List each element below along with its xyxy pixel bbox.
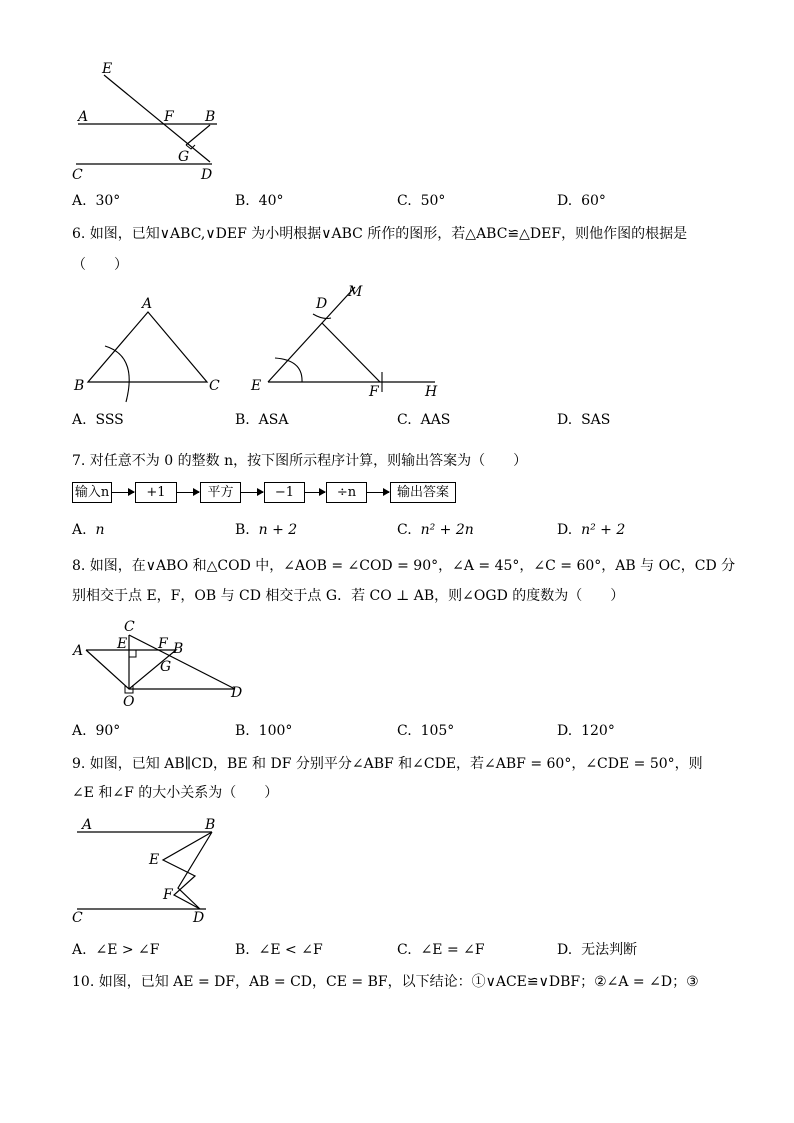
flow-arrow-2 <box>177 492 199 493</box>
q7-option-c[interactable]: C. n² + 2n <box>397 522 474 538</box>
q5-figure <box>60 55 240 185</box>
flow-arrow-5 <box>367 492 389 493</box>
q8-option-b[interactable]: B. 100° <box>235 723 293 739</box>
q6-label-E: E <box>251 378 262 394</box>
q9-stem-line1: 9. 如图，已知 AB∥CD，BE 和 DF 分别平分∠ABF 和∠CDE，若∠ABF = 60°，∠CDE = 50°，则 <box>72 756 703 772</box>
q6-figure-def <box>245 280 455 405</box>
q9-option-b[interactable]: B. ∠E < ∠F <box>235 942 323 958</box>
q8-option-d[interactable]: D. 120° <box>557 723 615 739</box>
q8-label-F: F <box>158 636 168 652</box>
q9-label-F: F <box>163 887 173 903</box>
q9-label-E: E <box>149 852 160 868</box>
q6-label-A: A <box>142 296 153 312</box>
q8-label-O: O <box>123 694 135 710</box>
q6-option-b[interactable]: B. ASA <box>235 412 289 428</box>
q9-label-A: A <box>82 817 93 833</box>
q9-option-a[interactable]: A. ∠E > ∠F <box>72 942 160 958</box>
q5-label-G: G <box>178 149 190 165</box>
q5-label-C: C <box>72 167 83 183</box>
q6-figure-abc <box>60 290 240 410</box>
q6-option-c[interactable]: C. AAS <box>397 412 451 428</box>
q8-label-E: E <box>117 636 128 652</box>
q7-option-a[interactable]: A. n <box>72 522 105 538</box>
q10-stem-line1: 10. 如图，已知 AE = DF，AB = CD，CE = BF，以下结论：①∨ACE≌∨DBF；②∠A = ∠D；③ <box>72 974 699 990</box>
flow-box-minus1: −1 <box>264 482 305 503</box>
q9-figure <box>60 810 240 930</box>
flow-arrow-4 <box>305 492 325 493</box>
flow-box-divide: ÷n <box>326 482 367 503</box>
q8-label-B: B <box>173 641 184 657</box>
q8-figure <box>65 615 265 715</box>
q8-option-c[interactable]: C. 105° <box>397 723 455 739</box>
flow-box-input: 输入n <box>72 482 112 503</box>
q8-stem-line2: 别相交于点 E，F，OB 与 CD 相交于点 G．若 CO ⊥ AB，则∠OGD 的度数为（ ） <box>72 588 625 604</box>
q6-label-F: F <box>369 384 379 400</box>
q9-label-D: D <box>193 910 205 926</box>
q6-option-d[interactable]: D. SAS <box>557 412 611 428</box>
q6-label-B: B <box>74 378 85 394</box>
q8-label-A: A <box>73 643 84 659</box>
q5-option-c[interactable]: C. 50° <box>397 193 446 209</box>
q9-option-c[interactable]: C. ∠E = ∠F <box>397 942 485 958</box>
q8-label-G: G <box>160 659 172 675</box>
q5-label-D: D <box>201 167 213 183</box>
flow-arrow-3 <box>241 492 263 493</box>
q5-option-d[interactable]: D. 60° <box>557 193 606 209</box>
q9-option-d[interactable]: D. 无法判断 <box>557 942 638 958</box>
q5-label-A: A <box>78 109 89 125</box>
flow-box-square: 平方 <box>200 482 241 503</box>
q8-stem-line1: 8. 如图，在∨ABO 和△COD 中，∠AOB = ∠COD = 90°，∠A = 45°，∠C = 60°，AB 与 OC，CD 分 <box>72 558 736 574</box>
q7-option-d[interactable]: D. n² + 2 <box>557 522 626 538</box>
flow-arrow-1 <box>112 492 134 493</box>
q8-option-a[interactable]: A. 90° <box>72 723 121 739</box>
q5-label-E: E <box>102 61 113 77</box>
q6-label-C: C <box>209 378 220 394</box>
q5-option-b[interactable]: B. 40° <box>235 193 284 209</box>
q6-label-D: D <box>316 296 328 312</box>
q8-label-C: C <box>124 619 135 635</box>
q6-stem-line2: （ ） <box>72 257 128 273</box>
q5-label-B: B <box>205 109 216 125</box>
q6-label-M: M <box>348 284 363 300</box>
q6-option-a[interactable]: A. SSS <box>72 412 124 428</box>
q9-label-C: C <box>72 910 83 926</box>
q8-label-D: D <box>231 685 243 701</box>
q9-label-B: B <box>205 817 216 833</box>
q6-label-H: H <box>425 384 438 400</box>
q5-label-F: F <box>164 109 174 125</box>
q6-stem-line1: 6. 如图，已知∨ABC,∨DEF 为小明根据∨ABC 所作的图形，若△ABC≌△DEF，则他作图的根据是 <box>72 226 688 242</box>
flow-box-output: 输出答案 <box>390 482 456 503</box>
flow-box-plus1: +1 <box>135 482 177 503</box>
q9-stem-line2: ∠E 和∠F 的大小关系为（ ） <box>72 785 279 801</box>
q7-stem-line1: 7. 对任意不为 0 的整数 n，按下图所示程序计算，则输出答案为（ ） <box>72 453 528 469</box>
q5-option-a[interactable]: A. 30° <box>72 193 121 209</box>
q7-option-b[interactable]: B. n + 2 <box>235 522 298 538</box>
